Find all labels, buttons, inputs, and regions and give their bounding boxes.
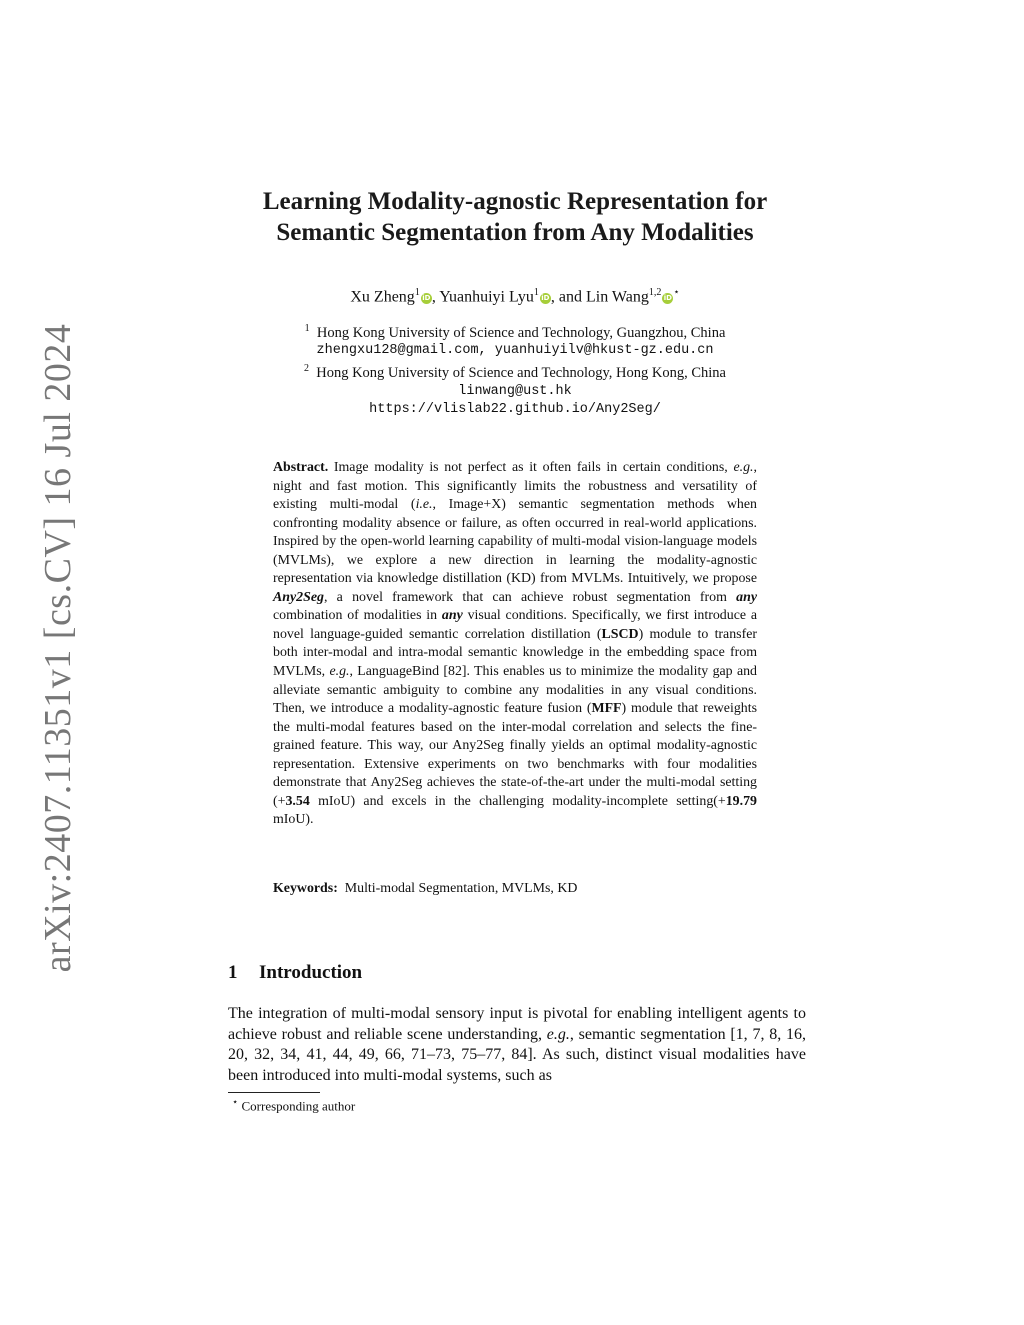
author-1-affil: 1 <box>414 287 420 298</box>
abstract-text: , a novel framework that can achieve robust segmentation from <box>323 589 727 605</box>
affiliation-1-number: 1 <box>304 323 310 334</box>
result-value: 19.79 <box>725 793 757 809</box>
abstract-text: Image modality is not perfect as it often fails in certain conditions, <box>333 460 728 475</box>
intro-text: The integration of multi-modal sensory input is pivotal for enabling intelligent agents to achieve robust and reliable scene understanding, <box>228 1005 806 1043</box>
affiliation-1 <box>190 320 840 342</box>
paper-title <box>190 186 840 248</box>
author-list: Xu Zheng$^1$iD, Yuanhuiyi Lyu$^1$iD, and Lin Wang$^{1,2}$iD⋆ <box>350 287 680 306</box>
abstract-text: ) module to transfer both inter-modal and intra-modal semantic knowledge in the embedding space from MVLMs, <box>273 626 757 680</box>
module-name: MFF <box>591 701 622 717</box>
affiliation-2-name: Hong Kong University of Science and Technology, Hong Kong, China <box>316 365 726 382</box>
abstract-text: , Image+X) semantic segmentation methods when confronting modality absence or failure, as often occurred in real-world applications. Inspired by the open-world learning capability of multi-modal vision-language models (MVLMs), we explore a new direction in learning the modality-agnostic representation via knowledge distillation (KD) from MVLMs. Intuitively, we propose <box>273 497 757 587</box>
footnote-text: Corresponding author <box>241 1098 356 1114</box>
module-name: LSCD <box>601 626 639 642</box>
author-3-name: and Lin Wang <box>558 288 649 306</box>
keywords <box>273 880 757 898</box>
abstract-text: visual conditions. Specifically, we first introduce a novel language-guided semantic correlation distillation ( <box>273 608 757 642</box>
project-url[interactable]: https://vlislab22.github.io/Any2Seg/ <box>369 401 661 417</box>
abstract-text: , LanguageBind [82]. This enables us to minimize the modality gap and alleviate semantic ambiguity to combine any modalities in any visual conditions. Then, we introduce a modality-agnostic feature fusion ( <box>273 664 757 717</box>
affiliation-1-name: Hong Kong University of Science and Technology, Guangzhou, China <box>316 324 726 341</box>
abstract-text: mIoU) and excels in the challenging modality-incomplete setting(+ <box>318 793 726 809</box>
title-line-2: Semantic Segmentation from Any Modalities <box>276 219 754 246</box>
affiliations <box>190 320 840 419</box>
affiliation-2 <box>190 360 840 382</box>
orcid-icon[interactable]: iD <box>541 294 550 303</box>
abstract <box>273 459 757 830</box>
abstract-text: e.g. <box>733 460 754 475</box>
abstract-emphasis: any <box>736 589 757 605</box>
abstract-text: ) module that reweights the multi-modal features based on the inter-modal correlation and selects the fine-grained feature. This way, our Any2Seg finally yields an optimal modality-agnostic representation. Extensive experiments on two benchmarks with four modalities demonstrate that Any2Seg achieves the state-of-the-art under the multi-modal setting (+ <box>273 701 757 809</box>
corresponding-mark: ⋆ <box>673 287 680 298</box>
affiliation-1-emails[interactable]: zhengxu128@gmail.com, yuanhuiyilv@hkust-gz.edu.cn <box>316 343 714 359</box>
abstract-emphasis: any <box>441 608 463 624</box>
footnote-mark: ⋆ <box>232 1097 239 1108</box>
intro-text: e.g. <box>546 1025 570 1043</box>
affiliation-2-number: 2 <box>303 363 309 375</box>
author-1-name: Xu Zheng <box>350 288 415 306</box>
author-2-name: Yuanhuiyi Lyu <box>439 288 534 306</box>
affiliation-2-email[interactable]: linwang@ust.hk <box>458 383 572 399</box>
result-value: 3.54 <box>285 793 310 809</box>
arxiv-sideband: arXiv:2407.11351v1 [cs.CV] 16 Jul 2024 <box>37 323 79 973</box>
abstract-text: e.g. <box>329 664 350 680</box>
abstract-text: combination of modalities in <box>273 608 438 624</box>
abstract-label: Abstract. <box>273 460 329 475</box>
keywords-text: Multi-modal Segmentation, MVLMs, KD <box>344 881 578 896</box>
abstract-text: , night and fast motion. This significantly limits the robustness and versatility of existing multi-modal ( <box>273 460 757 513</box>
section-title: Introduction <box>259 962 363 983</box>
section-heading <box>228 962 362 984</box>
abstract-text: mIoU). <box>273 812 314 828</box>
method-name: Any2Seg <box>273 589 324 605</box>
orcid-icon[interactable]: iD <box>422 294 431 303</box>
intro-text: , semantic segmentation [1, 7, 8, 16, 20, 32, 34, 41, 44, 49, 66, 71–73, 75–77, 84]. As such, distinct visual modalities have been introduced into multi-modal systems, such as <box>228 1025 807 1084</box>
author-3-affil: 1,2 <box>648 287 662 298</box>
intro-paragraph <box>228 1004 806 1086</box>
footnote <box>232 1097 355 1114</box>
title-line-1: Learning Modality-agnostic Representation for <box>262 188 768 215</box>
section-number: 1 <box>228 962 238 983</box>
author-2-affil: 1 <box>533 287 539 298</box>
abstract-text: i.e. <box>415 497 433 513</box>
orcid-icon[interactable]: iD <box>663 294 672 303</box>
footnote-rule <box>228 1092 320 1093</box>
keywords-label: Keywords: <box>273 881 338 896</box>
